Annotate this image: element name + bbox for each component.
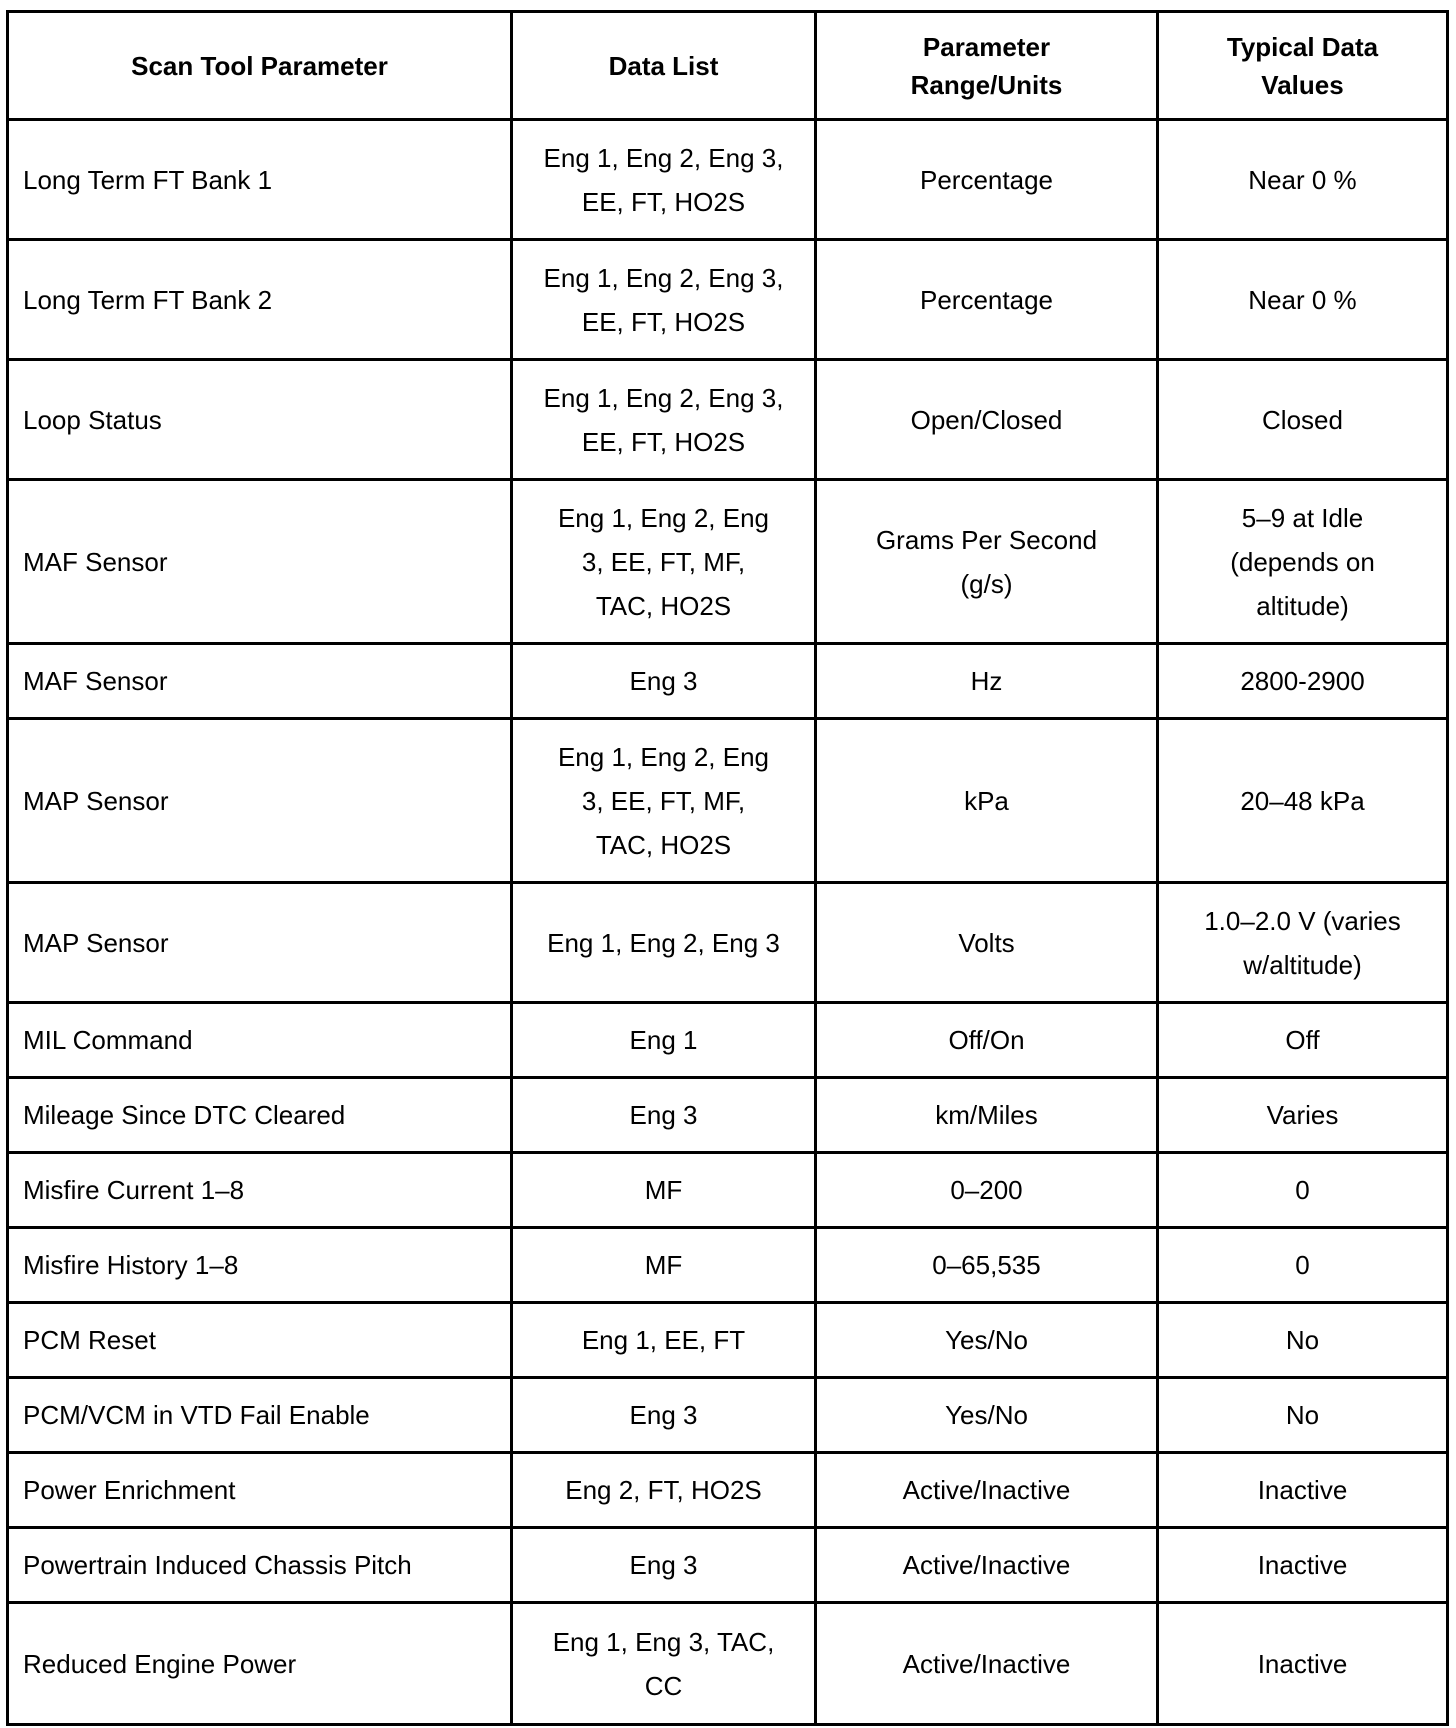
cell-data-list: Eng 1, Eng 2, Eng 3, EE, FT, HO2S bbox=[512, 240, 816, 360]
cell-data-list: Eng 3 bbox=[512, 1078, 816, 1153]
cell-parameter: MIL Command bbox=[8, 1003, 512, 1078]
cell-data-list: Eng 1, Eng 2, Eng 3, EE, FT, HO2S bbox=[512, 120, 816, 240]
cell-typical-value: 20–48 kPa bbox=[1158, 719, 1448, 883]
cell-typical-value: No bbox=[1158, 1303, 1448, 1378]
column-header-scan-tool-parameter: Scan Tool Parameter bbox=[8, 12, 512, 120]
table-row bbox=[8, 883, 1448, 1003]
cell-parameter: Power Enrichment bbox=[8, 1453, 512, 1528]
table-row bbox=[8, 240, 1448, 360]
cell-data-list: Eng 1, Eng 2, Eng 3, EE, FT, MF, TAC, HO2S bbox=[512, 480, 816, 644]
cell-range-units: Percentage bbox=[816, 240, 1158, 360]
table-row bbox=[8, 1603, 1448, 1725]
cell-range-units: Off/On bbox=[816, 1003, 1158, 1078]
cell-parameter: MAP Sensor bbox=[8, 719, 512, 883]
cell-range-units: Active/Inactive bbox=[816, 1603, 1158, 1725]
table-row bbox=[8, 360, 1448, 480]
cell-typical-value: 0 bbox=[1158, 1153, 1448, 1228]
cell-range-units: Volts bbox=[816, 883, 1158, 1003]
column-header-data-list: Data List bbox=[512, 12, 816, 120]
table-row bbox=[8, 1228, 1448, 1303]
cell-typical-value: Inactive bbox=[1158, 1603, 1448, 1725]
cell-data-list: Eng 3 bbox=[512, 1378, 816, 1453]
table-header-row bbox=[8, 12, 1448, 120]
cell-parameter: Long Term FT Bank 2 bbox=[8, 240, 512, 360]
cell-typical-value: 5–9 at Idle (depends on altitude) bbox=[1158, 480, 1448, 644]
cell-range-units: Percentage bbox=[816, 120, 1158, 240]
cell-parameter: MAF Sensor bbox=[8, 480, 512, 644]
cell-parameter: Loop Status bbox=[8, 360, 512, 480]
cell-range-units: km/Miles bbox=[816, 1078, 1158, 1153]
cell-parameter: MAP Sensor bbox=[8, 883, 512, 1003]
cell-range-units: kPa bbox=[816, 719, 1158, 883]
table-row bbox=[8, 1078, 1448, 1153]
cell-range-units: Hz bbox=[816, 644, 1158, 719]
cell-range-units: Active/Inactive bbox=[816, 1528, 1158, 1603]
cell-parameter: Reduced Engine Power bbox=[8, 1603, 512, 1725]
cell-range-units: Active/Inactive bbox=[816, 1453, 1158, 1528]
cell-typical-value: Closed bbox=[1158, 360, 1448, 480]
cell-parameter: Misfire History 1–8 bbox=[8, 1228, 512, 1303]
cell-parameter: Mileage Since DTC Cleared bbox=[8, 1078, 512, 1153]
column-header-typical-data-values: Typical Data Values bbox=[1158, 12, 1448, 120]
cell-typical-value: Varies bbox=[1158, 1078, 1448, 1153]
cell-data-list: Eng 1, Eng 2, Eng 3 bbox=[512, 883, 816, 1003]
cell-data-list: Eng 1, Eng 3, TAC, CC bbox=[512, 1603, 816, 1725]
scan-tool-data-table bbox=[6, 10, 1449, 1726]
cell-typical-value: Near 0 % bbox=[1158, 120, 1448, 240]
scan-tool-data-table-sheet bbox=[6, 10, 1446, 1726]
cell-parameter: Powertrain Induced Chassis Pitch bbox=[8, 1528, 512, 1603]
cell-typical-value: 0 bbox=[1158, 1228, 1448, 1303]
table-row bbox=[8, 1003, 1448, 1078]
cell-range-units: Grams Per Second (g/s) bbox=[816, 480, 1158, 644]
cell-range-units: 0–65,535 bbox=[816, 1228, 1158, 1303]
cell-data-list: MF bbox=[512, 1228, 816, 1303]
cell-range-units: Open/Closed bbox=[816, 360, 1158, 480]
cell-data-list: Eng 1, EE, FT bbox=[512, 1303, 816, 1378]
table-row bbox=[8, 719, 1448, 883]
table-row bbox=[8, 1153, 1448, 1228]
table-row bbox=[8, 1453, 1448, 1528]
table-row bbox=[8, 644, 1448, 719]
cell-typical-value: 2800-2900 bbox=[1158, 644, 1448, 719]
cell-range-units: Yes/No bbox=[816, 1303, 1158, 1378]
cell-data-list: Eng 3 bbox=[512, 1528, 816, 1603]
cell-parameter: Misfire Current 1–8 bbox=[8, 1153, 512, 1228]
cell-data-list: Eng 1 bbox=[512, 1003, 816, 1078]
cell-range-units: 0–200 bbox=[816, 1153, 1158, 1228]
table-row bbox=[8, 1528, 1448, 1603]
cell-parameter: MAF Sensor bbox=[8, 644, 512, 719]
cell-data-list: Eng 3 bbox=[512, 644, 816, 719]
cell-typical-value: No bbox=[1158, 1378, 1448, 1453]
cell-data-list: Eng 2, FT, HO2S bbox=[512, 1453, 816, 1528]
cell-data-list: Eng 1, Eng 2, Eng 3, EE, FT, MF, TAC, HO2S bbox=[512, 719, 816, 883]
cell-typical-value: Inactive bbox=[1158, 1453, 1448, 1528]
table-row bbox=[8, 480, 1448, 644]
cell-parameter: PCM Reset bbox=[8, 1303, 512, 1378]
cell-typical-value: 1.0–2.0 V (varies w/altitude) bbox=[1158, 883, 1448, 1003]
cell-typical-value: Off bbox=[1158, 1003, 1448, 1078]
cell-typical-value: Near 0 % bbox=[1158, 240, 1448, 360]
table-row bbox=[8, 120, 1448, 240]
cell-parameter: Long Term FT Bank 1 bbox=[8, 120, 512, 240]
cell-range-units: Yes/No bbox=[816, 1378, 1158, 1453]
column-header-parameter-range-units: Parameter Range/Units bbox=[816, 12, 1158, 120]
table-row bbox=[8, 1303, 1448, 1378]
cell-parameter: PCM/VCM in VTD Fail Enable bbox=[8, 1378, 512, 1453]
cell-data-list: MF bbox=[512, 1153, 816, 1228]
table-row bbox=[8, 1378, 1448, 1453]
cell-typical-value: Inactive bbox=[1158, 1528, 1448, 1603]
cell-data-list: Eng 1, Eng 2, Eng 3, EE, FT, HO2S bbox=[512, 360, 816, 480]
